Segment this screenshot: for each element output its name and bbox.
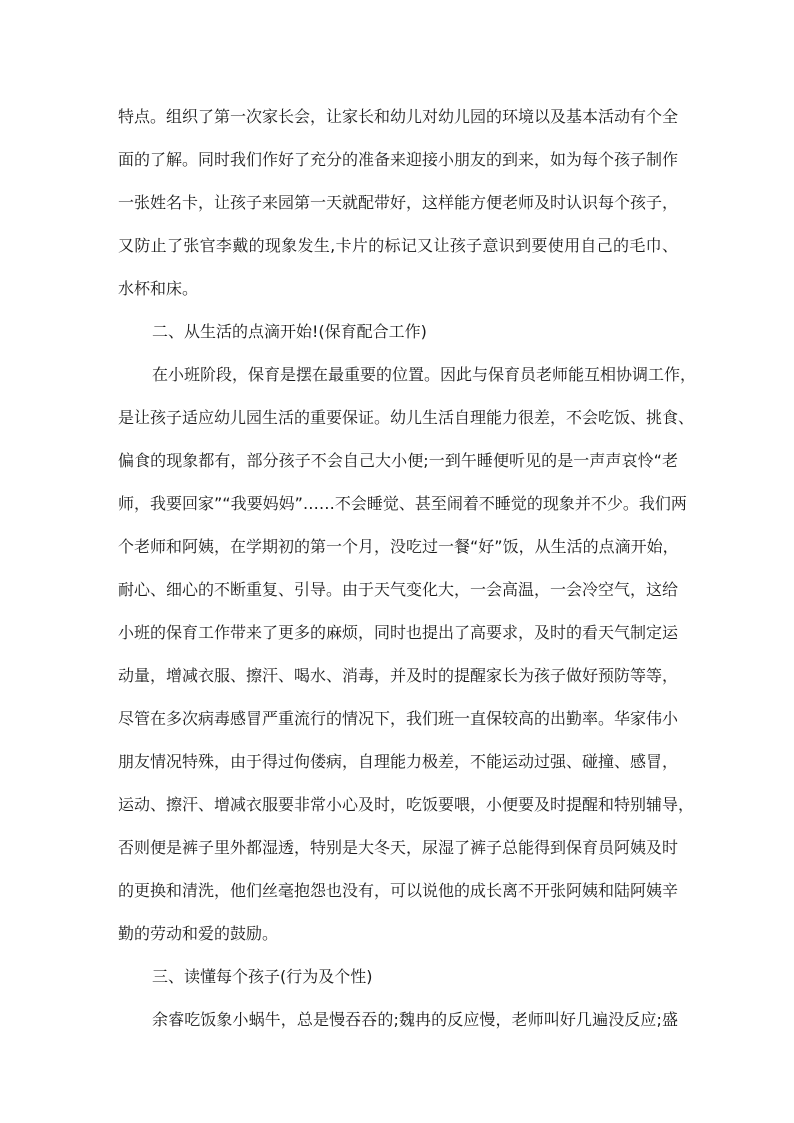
text-line: 的更换和清洗，他们丝毫抱怨也没有，可以说他的成长离不开张阿姨和陆阿姨辛 [118, 881, 679, 900]
text-line: 尽管在多次病毒感冒严重流行的情况下，我们班一直保较高的出勤率。华家伟小 [118, 709, 679, 728]
text-line: 又防止了张官李戴的现象发生,卡片的标记又让孩子意识到要使用自己的毛巾、 [118, 236, 678, 255]
section-heading: 三、读懂每个孩子(行为及个性) [152, 967, 373, 986]
text-line: 在小班阶段，保育是摆在最重要的位置。因此与保育员老师能互相协调工作， [152, 365, 697, 384]
text-line: 余睿吃饭象小蜗牛，总是慢吞吞的;魏冉的反应慢，老师叫好几遍没反应;盛 [152, 1010, 678, 1029]
text-line: 个老师和阿姨，在学期初的第一个月，没吃过一餐“好”饭，从生活的点滴开始， [118, 537, 679, 556]
text-line: 特点。组织了第一次家长会，让家长和幼儿对幼儿园的环境以及基本活动有个全 [118, 107, 679, 126]
text-line: 动量，增减衣服、擦汗、喝水、消毒，并及时的提醒家长为孩子做好预防等等， [118, 666, 679, 685]
text-line: 耐心、细心的不断重复、引导。由于天气变化大，一会高温，一会冷空气，这给 [118, 580, 679, 599]
text-line: 面的了解。同时我们作好了充分的准备来迎接小朋友的到来，如为每个孩子制作 [118, 150, 679, 169]
section-heading: 二、从生活的点滴开始!(保育配合工作) [152, 322, 427, 341]
text-line: 勤的劳动和爱的鼓励。 [118, 924, 279, 943]
text-line: 运动、擦汗、增减衣服要非常小心及时，吃饭要喂，小便要及时提醒和特别辅导， [118, 795, 695, 814]
text-line: 一张姓名卡，让孩子来园第一天就配带好，这样能方便老师及时认识每个孩子， [118, 193, 679, 212]
text-line: 师，我要回家”“我要妈妈”……不会睡觉、甚至闹着不睡觉的现象并不少。我们两 [118, 494, 687, 513]
text-line: 水杯和床。 [118, 279, 199, 298]
text-line: 朋友情况特殊，由于得过佝偻病，自理能力极差，不能运动过强、碰撞、感冒， [118, 752, 679, 771]
text-line: 是让孩子适应幼儿园生活的重要保证。幼儿生活自理能力很差，不会吃饭、挑食、 [118, 408, 695, 427]
text-line: 偏食的现象都有，部分孩子不会自己大小便;一到午睡便听见的是一声声哀怜“老 [118, 451, 678, 470]
text-line: 否则便是裤子里外都湿透，特别是大冬天，尿湿了裤子总能得到保育员阿姨及时 [118, 838, 679, 857]
text-line: 小班的保育工作带来了更多的麻烦，同时也提出了高要求，及时的看天气制定运 [118, 623, 679, 642]
